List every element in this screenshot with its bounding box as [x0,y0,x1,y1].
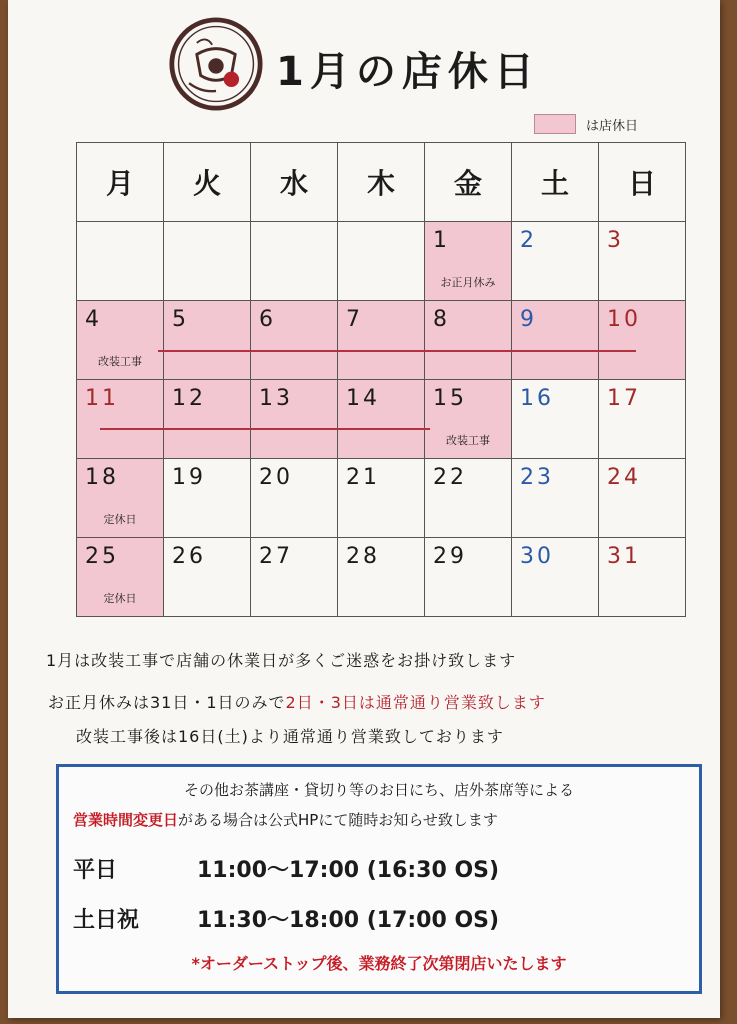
day-number: 24 [607,465,641,490]
calendar-day-cell [164,459,251,538]
calendar-day-cell [599,222,686,301]
day-number: 14 [346,386,380,411]
tea-shop-logo [168,16,264,112]
calendar-day-cell [164,301,251,380]
day-number: 16 [520,386,554,411]
day-number: 3 [607,228,624,253]
day-number: 28 [346,544,380,569]
day-number: 27 [259,544,293,569]
weekday-header-row [77,143,686,222]
day-number: 30 [520,544,554,569]
day-number: 18 [85,465,119,490]
day-number: 31 [607,544,641,569]
calendar-day-cell [338,301,425,380]
info-box [56,764,702,994]
day-number: 2 [520,228,537,253]
calendar-day-cell [599,380,686,459]
day-number: 22 [433,465,467,490]
day-note: 定休日 [103,592,137,605]
page-title: 1月の店休日 [276,49,540,95]
calendar-day-cell [164,222,251,301]
calendar-week-row [77,459,686,538]
calendar-day-cell [425,222,512,301]
weekday-header: 月 [77,143,164,222]
calendar-table [76,142,686,617]
legend-swatch [534,114,576,134]
weekday-header: 金 [425,143,512,222]
day-number: 8 [433,307,450,332]
day-note: 改装工事 [98,355,142,368]
day-number: 25 [85,544,119,569]
weekend-label: 土日祝 [73,908,140,933]
legend [534,114,638,134]
calendar-day-cell [425,380,512,459]
calendar-day-cell [338,222,425,301]
notice-line-2-a: お正月休みは31日・1日のみで [48,693,286,712]
calendar-day-cell [599,459,686,538]
day-number: 11 [85,386,119,411]
calendar-day-cell [338,538,425,617]
day-number: 9 [520,307,537,332]
info-line-2-rest: がある場合は公式HPにて随時お知らせ致します [178,811,498,829]
legend-label: は店休日 [586,118,639,134]
calendar-week-row [77,301,686,380]
calendar-day-cell [599,301,686,380]
weekday-header: 水 [251,143,338,222]
weekday-hours: 11:00〜17:00 (16:30 OS) [197,858,500,883]
calendar-day-cell [251,380,338,459]
calendar-day-cell [425,538,512,617]
calendar-day-cell [251,301,338,380]
calendar-day-cell [77,459,164,538]
calendar-day-cell [425,301,512,380]
construction-line-week2 [158,350,636,352]
info-line-2 [73,809,498,830]
day-note: 改装工事 [446,434,490,447]
day-number: 6 [259,307,276,332]
day-note: 定休日 [103,513,137,526]
notice-line-1: 1月は改装工事で店舗の休業日が多くご迷惑をお掛け致します [46,651,517,670]
notice-paper [8,0,720,1018]
day-number: 5 [172,307,189,332]
day-number: 20 [259,465,293,490]
calendar-day-cell [164,380,251,459]
day-number: 26 [172,544,206,569]
calendar-day-cell [251,222,338,301]
calendar-day-cell [512,538,599,617]
calendar-day-cell [512,301,599,380]
notice-line-2-b: 2日・3日は通常通り営業致します [285,693,546,712]
calendar-day-cell [77,222,164,301]
day-number: 4 [85,307,102,332]
day-number: 15 [433,386,467,411]
weekend-hours: 11:30〜18:00 (17:00 OS) [197,908,500,933]
day-number: 21 [346,465,380,490]
calendar-week-row [77,538,686,617]
calendar-day-cell [338,380,425,459]
hours-change-label: 営業時間変更日 [73,811,179,829]
weekday-header: 木 [338,143,425,222]
notice-line-2 [48,690,546,713]
day-number: 19 [172,465,206,490]
day-number: 7 [346,307,363,332]
calendar-day-cell [164,538,251,617]
calendar-day-cell [425,459,512,538]
calendar-day-cell [512,222,599,301]
calendar-day-cell [77,380,164,459]
order-stop-note: *オーダーストップ後、業務終了次第閉店いたします [191,954,567,973]
day-number: 17 [607,386,641,411]
calendar-day-cell [77,538,164,617]
day-number: 1 [433,228,450,253]
day-number: 29 [433,544,467,569]
calendar-day-cell [251,459,338,538]
weekday-header: 日 [599,143,686,222]
calendar-day-cell [512,459,599,538]
calendar-day-cell [338,459,425,538]
day-number: 23 [520,465,554,490]
calendar-day-cell [599,538,686,617]
day-number: 10 [607,307,641,332]
day-number: 13 [259,386,293,411]
weekday-header: 火 [164,143,251,222]
notice-line-3: 改装工事後は16日(土)より通常通り営業致しております [76,727,504,746]
day-note: お正月休み [440,276,496,289]
day-number: 12 [172,386,206,411]
calendar-week-row [77,222,686,301]
weekday-header: 土 [512,143,599,222]
construction-line-week3 [100,428,430,430]
calendar-day-cell [251,538,338,617]
calendar-day-cell [77,301,164,380]
calendar-day-cell [512,380,599,459]
weekday-label: 平日 [73,858,118,883]
calendar-week-row [77,380,686,459]
info-line-1: その他お茶講座・貸切り等のお日にち、店外茶席等による [183,781,574,799]
